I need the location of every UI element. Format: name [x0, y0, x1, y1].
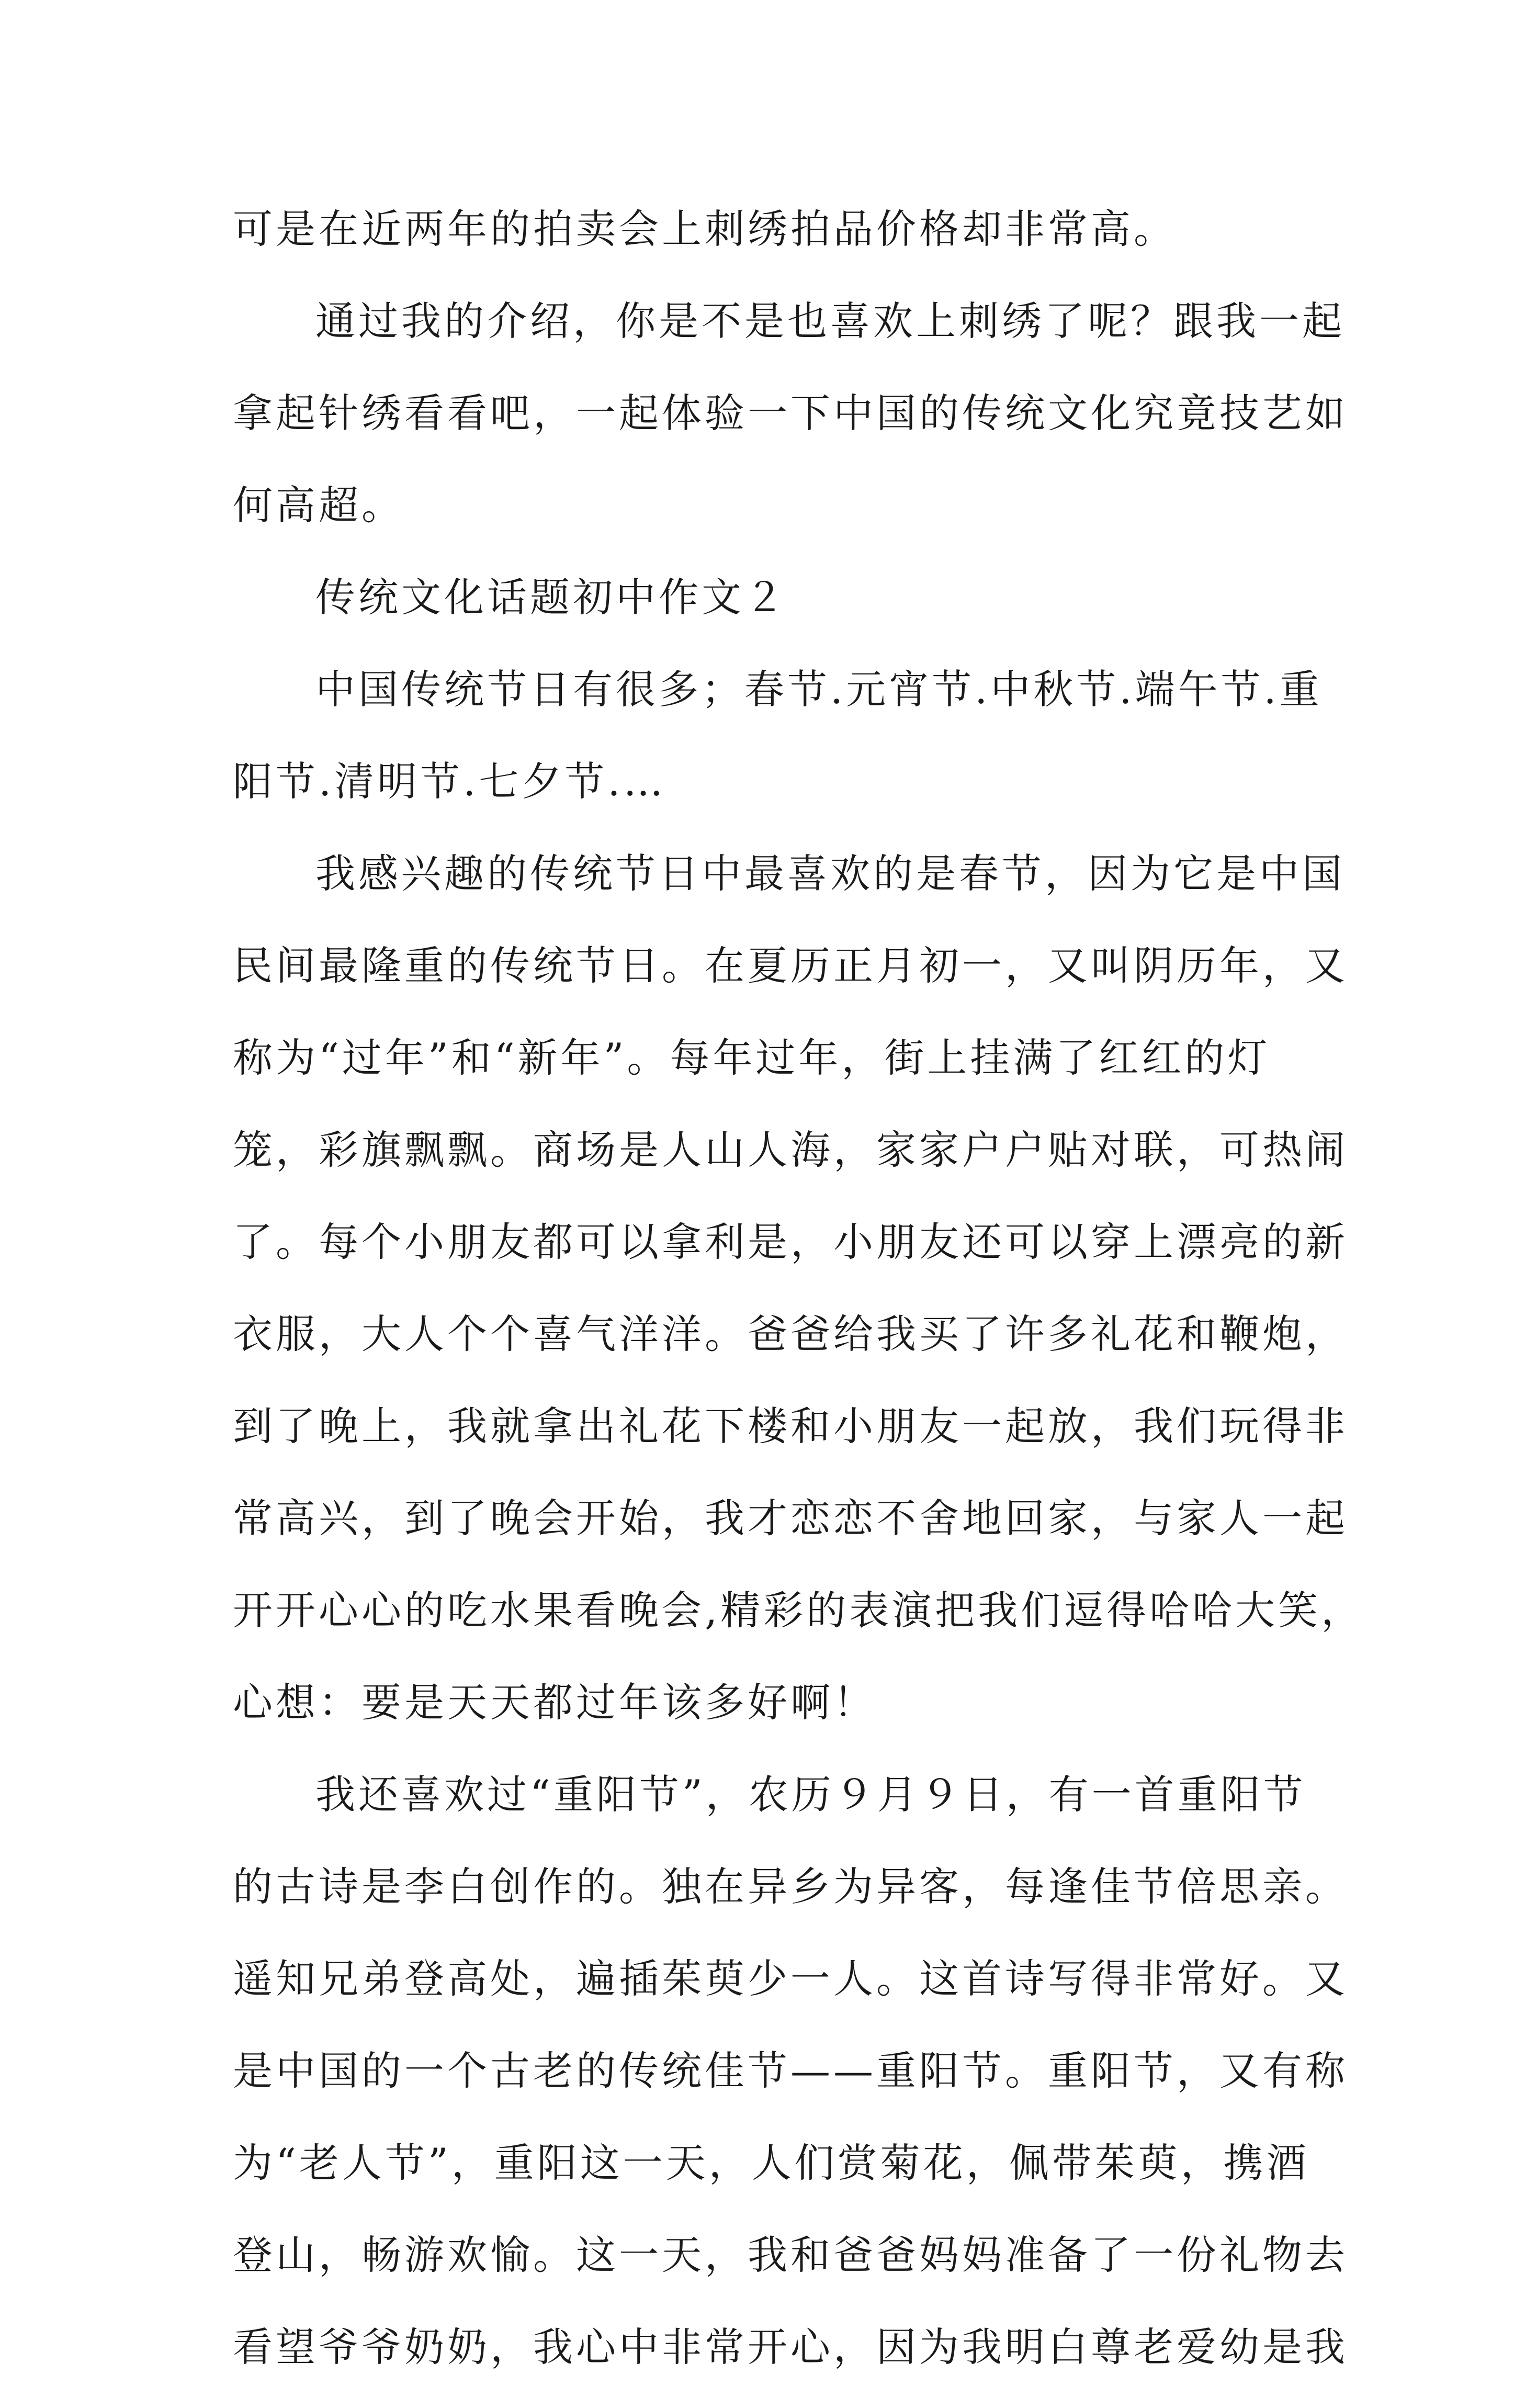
text-line: 可是在近两年的拍卖会上刺绣拍品价格却非常高。	[233, 206, 1177, 252]
document-body	[233, 198, 1364, 2408]
text-line: 到了晚上，我就拿出礼花下楼和小朋友一起放，我们玩得非	[233, 1403, 1348, 1449]
text-line: 看望爷爷奶奶，我心中非常开心，因为我明白尊老爱幼是我	[233, 2324, 1348, 2370]
text-line: 我还喜欢过“重阳节”，农历９月９日，有一首重阳节	[315, 1771, 1306, 1818]
text-line: 我感兴趣的传统节日中最喜欢的是春节，因为它是中国	[315, 850, 1345, 897]
text-line: 何高超。	[233, 482, 404, 528]
text-line: 笼，彩旗飘飘。商场是人山人海，家家户户贴对联，可热闹	[233, 1127, 1348, 1173]
text-line: 遥知兄弟登高处，遍插茱萸少一人。这首诗写得非常好。又	[233, 1955, 1348, 2002]
text-line: 常高兴，到了晚会开始，我才恋恋不舍地回家，与家人一起	[233, 1495, 1348, 1541]
text-line: 衣服，大人个个喜气洋洋。爸爸给我买了许多礼花和鞭炮，	[233, 1311, 1348, 1357]
text-line: 心想：要是天天都过年该多好啊！	[233, 1679, 876, 1726]
text-line: 登山，畅游欢愉。这一天，我和爸爸妈妈准备了一份礼物去	[233, 2232, 1348, 2278]
text-line: 开开心心的吃水果看晚会,精彩的表演把我们逗得哈哈大笑，	[233, 1587, 1364, 1634]
text-line: 民间最隆重的传统节日。在夏历正月初一，又叫阴历年，又	[233, 942, 1348, 989]
text-line: 为“老人节”，重阳这一天，人们赏菊花，佩带茱萸，携酒	[233, 2140, 1309, 2186]
text-line: 中国传统节日有很多；春节.元宵节.中秋节.端午节.重	[315, 666, 1323, 713]
text-line: 拿起针绣看看吧，一起体验一下中国的传统文化究竟技艺如	[233, 390, 1348, 436]
text-line: 阳节.清明节.七夕节.…	[233, 758, 666, 805]
section-heading: 传统文化话题初中作文２	[315, 574, 787, 621]
text-line: 称为“过年”和“新年”。每年过年，街上挂满了红红的灯	[233, 1034, 1271, 1081]
text-line: 的古诗是李白创作的。独在异乡为异客，每逢佳节倍思亲。	[233, 1863, 1348, 1910]
text-line: 通过我的介绍，你是不是也喜欢上刺绣了呢？跟我一起	[315, 298, 1345, 344]
text-line: 了。每个小朋友都可以拿利是，小朋友还可以穿上漂亮的新	[233, 1219, 1348, 1265]
text-line: 是中国的一个古老的传统佳节——重阳节。重阳节，又有称	[233, 2047, 1348, 2094]
